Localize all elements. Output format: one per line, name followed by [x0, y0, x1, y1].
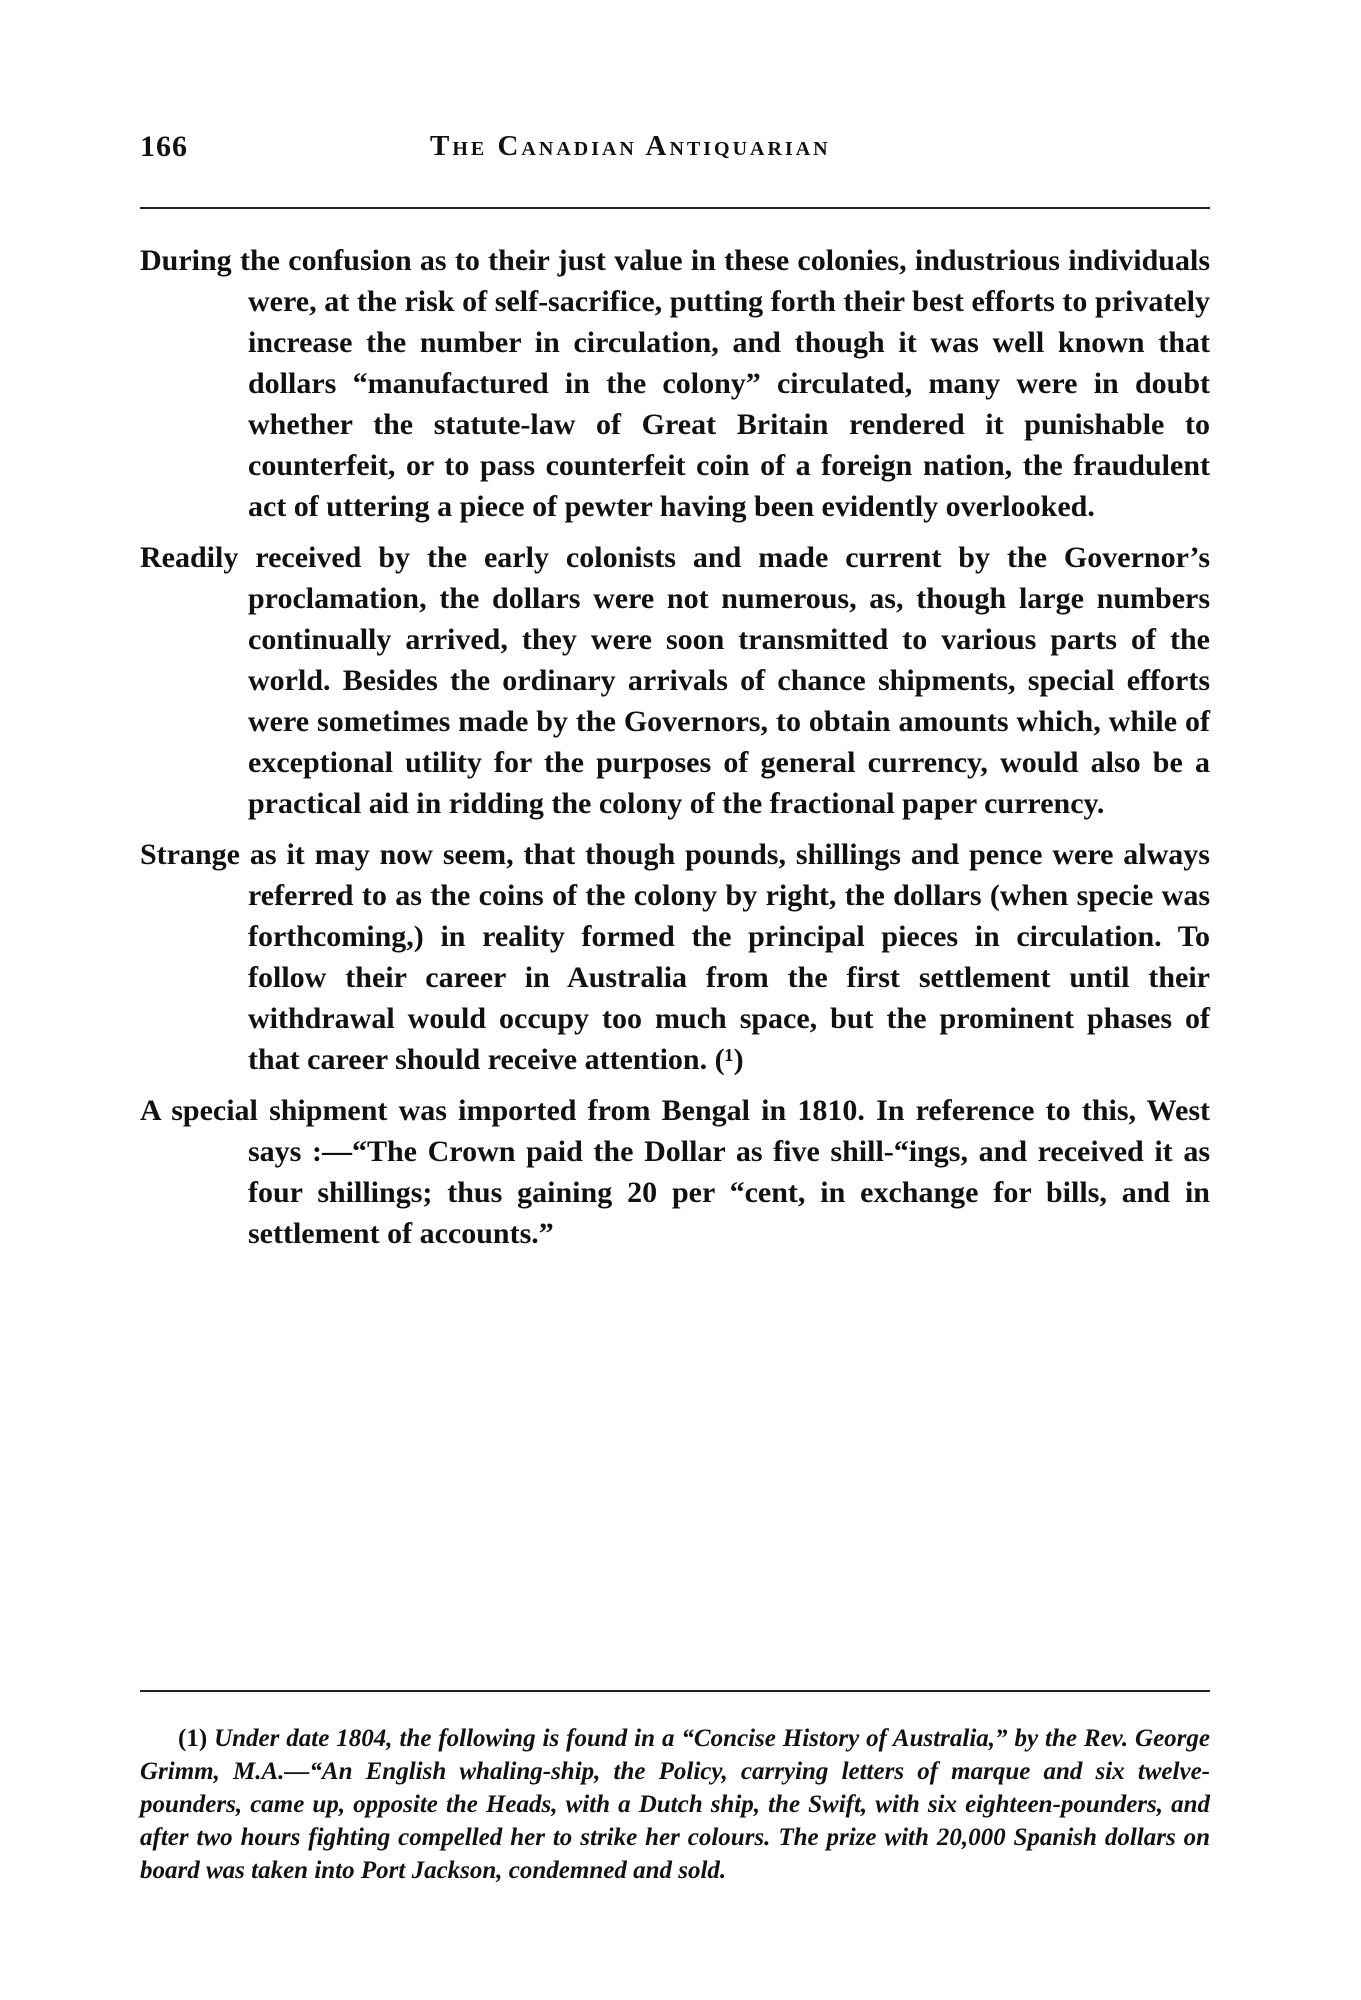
body-text — [140, 240, 1210, 1264]
page-header — [140, 130, 1220, 170]
paragraph-2: Readily received by the early colonists and made current by the Governor’s proclamation, the dollars were not numerous, as, though large numbers continually arrived, they were soon transmitted to various parts of the world. Besides the ordinary arrivals of chance shipments, special efforts were sometimes made by the Governors, to obtain amounts which, while of exceptional utility for the purposes of general currency, would also be a practical aid in ridding the colony of the fractional paper currency. — [140, 541, 1210, 820]
footnote-text: Under date 1804, the following is found in a “Concise History of Australia,” by the Rev. George Grimm, M.A.—“An English whaling-ship, the Policy, carrying letters of marque and six twelve-pounders, came up, opposite the Heads, with a Dutch ship, the Swift, with six eighteen-pounders, and after two hours fighting compelled her to strike her colours. The prize with 20,000 Spanish dollars on board was taken into Port Jackson, condemned and sold. — [140, 1725, 1210, 1884]
footnote-marker: (1) — [178, 1725, 208, 1752]
paragraph-4: A special shipment was imported from Bengal in 1810. In reference to this, West says :—“The Crown paid the Dollar as five shill-“ings, and received it as four shillings; thus gaining 20 per “cent, in exchange for bills, and in settlement of accounts.” — [140, 1094, 1210, 1250]
paragraph-3: Strange as it may now seem, that though pounds, shillings and pence were always referred to as the coins of the colony by right, the dollars (when specie was forthcoming,) in reality formed the principal pieces in circulation. To follow their career in Australia from the first settlement until their withdrawal would occupy too much space, but the prominent phases of that career should receive attention. (¹) — [140, 838, 1210, 1076]
footnote-rule — [140, 1690, 1210, 1692]
header-rule — [140, 207, 1210, 209]
running-head: The Canadian Antiquarian — [430, 130, 831, 162]
paragraph-1: During the confusion as to their just value in these colonies, industrious individuals were, at the risk of self-sacrifice, putting forth their best efforts to privately increase the number in circulation, and though it was well known that dollars “manufactured in the colony” circulated, many were in doubt whether the statute-law of Great Britain rendered it punishable to counterfeit, or to pass counterfeit coin of a foreign nation, the fraudulent act of uttering a piece of pewter having been evidently overlooked. — [140, 244, 1210, 523]
footnote — [140, 1722, 1210, 1887]
page-number: 166 — [140, 130, 188, 163]
